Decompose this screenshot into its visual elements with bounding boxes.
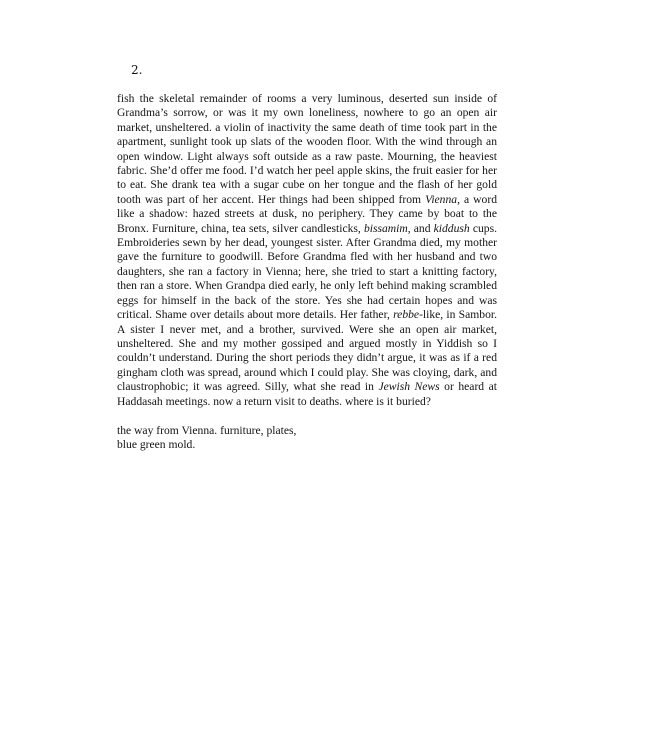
page-number: 2. bbox=[131, 63, 143, 77]
text-run: or heard at Haddasah meetings. now a return visit to deaths. where is it buried? bbox=[117, 380, 497, 408]
text-run: , and bbox=[407, 221, 434, 235]
text-run: fish the skeletal remainder of rooms a very luminous, deserted sun inside of Grandma’s sorrow, or was it my own loneliness, nowhere to go an open air market, unsheltered. a violin of inactivity the same death of time took part in the apartment, sunlight took up slats of the wooden floor. With the wind through an open window. Light always soft outside as a raw paste. Mourning, the heaviest fabric. She’d offer me food. I’d watch her peel apple skins, the fruit easier for her to eat. She drank tea with a sugar cube on her tongue and the flash of her gold tooth was part of her accent. Her things had been shipped from bbox=[117, 92, 497, 206]
italic-run: Vienna bbox=[425, 192, 458, 206]
body-paragraph bbox=[117, 92, 497, 409]
text-run: cups. Embroideries sewn by her dead, youngest sister. After Grandma died, my mother gave the furniture to goodwill. Before Grandma fled with her husband and two daughters, she ran a factory in Vienna; here, she tried to start a knitting factory, then ran a store. When Grandpa died early, he only left behind making scrambled eggs for himself in the back of the store. Yes she had certain hopes and was critical. Shame over details about more details. Her father, bbox=[117, 221, 497, 322]
italic-run: bissamim bbox=[363, 221, 408, 235]
text-run: , a word like a shadow: hazed streets at dusk, no periphery. They came by boat to the Bronx. Furniture, china, tea sets, silver candlesticks, bbox=[117, 192, 497, 235]
italic-run: rebbe bbox=[393, 308, 420, 322]
text-run: -like, in Sambor. A sister I never met, and a brother, survived. Were she an open air market, unsheltered. She and my mother gossiped and argued mostly in Yiddish so I couldn’t understand. During the short periods they didn’t argue, it was as if a red gingham cloth was spread, around which I could play. She was cloying, dark, and claustrophobic; it was agreed. Silly, what she read in bbox=[117, 308, 497, 394]
italic-run: kiddush bbox=[433, 221, 470, 235]
italic-run: Jewish News bbox=[378, 380, 440, 394]
closing-line: the way from Vienna. furniture, plates, bbox=[117, 424, 297, 437]
closing-line: blue green mold. bbox=[117, 438, 196, 451]
